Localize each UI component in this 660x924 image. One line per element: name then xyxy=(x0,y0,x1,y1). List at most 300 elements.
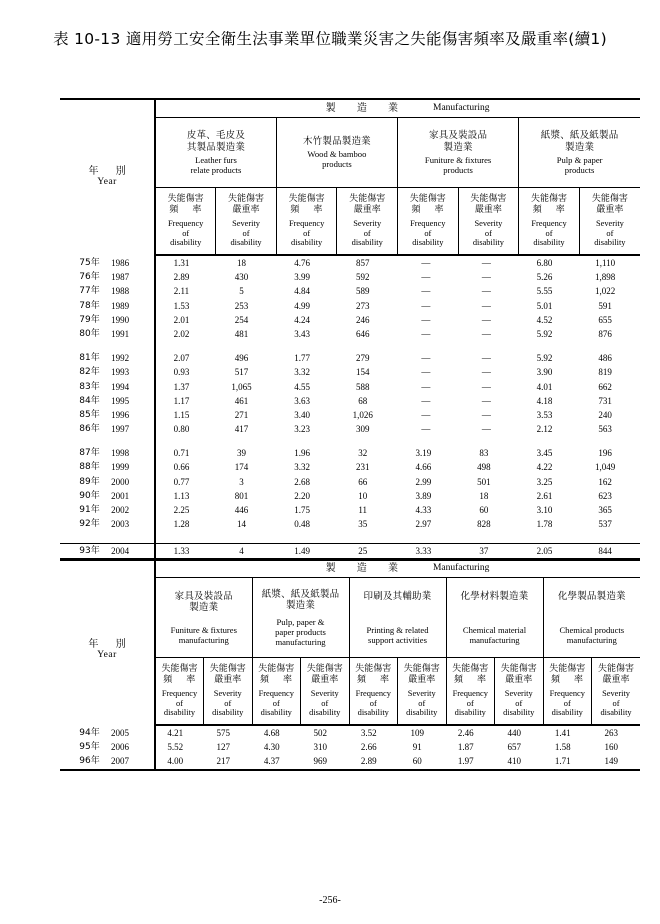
data-cell: 68 xyxy=(358,395,368,406)
measure-cjk-l1: 失能傷害 xyxy=(403,664,440,675)
measure-cjk-l2: 嚴重率 xyxy=(602,674,630,685)
data-cell: 32 xyxy=(358,448,368,459)
data-cell: 1.31 xyxy=(155,255,216,270)
data-cell: 0.93 xyxy=(155,365,216,379)
industry-header-chem-products xyxy=(543,578,640,658)
table-row xyxy=(60,754,640,769)
year-ad: 2000 xyxy=(111,476,130,487)
data-cell: 3.40 xyxy=(294,409,310,420)
data-cell: 14 xyxy=(237,519,247,530)
data-cell: 5.55 xyxy=(536,286,553,297)
data-cell: 1.13 xyxy=(155,489,216,503)
measure-cjk-l1: 失能傷害 xyxy=(355,664,392,675)
data-cell: 1,026 xyxy=(352,409,373,420)
measure-cjk-l1: 失能傷害 xyxy=(598,664,635,675)
data-cell: 2.46 xyxy=(457,728,474,739)
measure-en: Severity of disability xyxy=(503,688,535,718)
measure-cjk-l2: 頻 率 xyxy=(550,674,586,685)
data-cell: 4.84 xyxy=(294,286,310,297)
measure-sev-pulp xyxy=(579,188,640,256)
data-cell: 37 xyxy=(458,544,519,560)
data-cell: — xyxy=(421,314,431,325)
data-cell: — xyxy=(481,367,491,378)
table-row xyxy=(60,408,640,422)
measure-cjk-l1: 失能傷害 xyxy=(549,664,586,675)
data-cell: 217 xyxy=(204,754,253,769)
industry-chem-material-en: Chemical material manufacturing xyxy=(462,625,527,646)
industry-wood-en: Wood & bamboo products xyxy=(307,149,367,170)
year-ad: 2002 xyxy=(111,505,130,516)
table-row xyxy=(60,460,640,474)
data-cell: 0.80 xyxy=(155,422,216,436)
year-ad: 1994 xyxy=(111,381,130,392)
data-cell: 857 xyxy=(355,258,370,269)
industry-printing-cjk: 印刷及其輔助業 xyxy=(363,591,432,603)
industry-pulp-cjk: 紙漿、紙及紙製品 製造業 xyxy=(540,130,619,153)
data-cell: 1.87 xyxy=(457,742,474,753)
year-ad: 2001 xyxy=(111,490,130,501)
measure-cjk-l1: 失能傷害 xyxy=(452,664,489,675)
measure-freq-printing xyxy=(349,658,398,726)
data-cell: 18 xyxy=(237,258,247,269)
data-cell: 969 xyxy=(301,754,350,769)
table2-stub-label-en: Year xyxy=(97,649,117,660)
data-cell: 162 xyxy=(598,476,612,487)
data-cell: 5 xyxy=(239,286,244,297)
data-cell: 461 xyxy=(234,395,249,406)
data-cell: 2.12 xyxy=(536,424,553,435)
data-cell: 5.92 xyxy=(536,328,553,339)
measure-cjk-l1: 失能傷害 xyxy=(228,194,265,205)
measure-cjk-l2: 頻 率 xyxy=(290,204,325,215)
measure-cjk-l1: 失能傷害 xyxy=(409,194,446,205)
industry-furniture-mfg-cjk: 家具及裝設品 製造業 xyxy=(174,590,233,614)
year-roc: 86年 xyxy=(79,424,100,435)
data-cell: 1,110 xyxy=(595,258,616,269)
data-cell: 4.22 xyxy=(536,462,553,473)
data-cell: — xyxy=(481,300,491,311)
table1-banner-row xyxy=(60,99,640,118)
table-row xyxy=(60,365,640,379)
year-ad: 1989 xyxy=(111,300,130,311)
measure-sev-wood xyxy=(337,188,398,256)
data-cell: 231 xyxy=(355,462,370,473)
data-cell: 662 xyxy=(598,381,612,392)
measure-freq-pulp xyxy=(519,188,580,256)
data-cell: — xyxy=(421,328,431,339)
table2-stub-label-cjk: 年 別 xyxy=(88,638,133,650)
year-ad: 1991 xyxy=(111,328,130,339)
data-cell: 2.01 xyxy=(155,313,216,327)
measure-freq-wood xyxy=(276,188,337,256)
data-cell: 2.11 xyxy=(155,284,216,298)
data-cell: 1.17 xyxy=(155,394,216,408)
measure-sev-leather xyxy=(216,188,277,256)
data-cell: 149 xyxy=(592,754,641,769)
year-ad: 1990 xyxy=(111,314,130,325)
data-cell: 1.41 xyxy=(554,728,571,739)
data-cell: 4.01 xyxy=(536,381,553,392)
data-cell: — xyxy=(481,409,491,420)
data-cell: 563 xyxy=(598,424,612,435)
measure-sev-printing xyxy=(398,658,447,726)
data-cell: 1.71 xyxy=(543,754,592,769)
data-cell: 6.80 xyxy=(536,258,553,269)
year-roc: 85年 xyxy=(79,409,100,420)
data-cell: — xyxy=(421,395,431,406)
data-cell: 0.77 xyxy=(155,475,216,489)
table2-banner-en: Manufacturing xyxy=(432,563,490,574)
measure-cjk-l1: 失能傷害 xyxy=(209,664,246,675)
data-cell: 655 xyxy=(598,314,612,325)
data-cell: 1.33 xyxy=(155,544,216,560)
table-row xyxy=(60,740,640,754)
table1-banner-en: Manufacturing xyxy=(433,103,490,114)
data-cell: 4.24 xyxy=(294,314,310,325)
data-cell: 417 xyxy=(234,424,249,435)
data-cell: 240 xyxy=(598,409,612,420)
data-cell: 4.00 xyxy=(155,754,204,769)
measure-en: Severity of disability xyxy=(230,218,262,248)
table2-stub-header xyxy=(60,559,155,725)
industry-furniture-mfg-en: Funiture & fixtures manufacturing xyxy=(170,625,237,646)
data-cell: 1.96 xyxy=(294,448,310,459)
data-cell: 3.23 xyxy=(294,424,310,435)
data-cell: 2.07 xyxy=(155,351,216,365)
data-cell: 4.68 xyxy=(263,728,280,739)
measure-cjk-l2: 嚴重率 xyxy=(214,674,242,685)
data-cell: 410 xyxy=(495,754,544,769)
data-cell: — xyxy=(421,286,431,297)
measure-cjk-l2: 嚴重率 xyxy=(408,674,436,685)
data-cell: — xyxy=(421,272,431,283)
industry-furniture-cjk: 家具及裝設品 製造業 xyxy=(429,130,488,153)
year-roc: 80年 xyxy=(79,328,100,339)
row-group-spacer xyxy=(60,531,640,544)
data-cell: 2.89 xyxy=(155,270,216,284)
table-row xyxy=(60,327,640,341)
data-cell: 3 xyxy=(239,476,244,487)
data-cell: 486 xyxy=(598,353,612,364)
measure-en: Frequency of disability xyxy=(452,688,488,718)
data-cell: — xyxy=(481,353,491,364)
measure-en: Frequency of disability xyxy=(549,688,585,718)
measure-sev-pulp-mfg xyxy=(301,658,350,726)
data-cell: 801 xyxy=(234,490,249,501)
data-cell: 271 xyxy=(234,409,249,420)
measure-freq-chem-material xyxy=(446,658,495,726)
measure-cjk-l2: 頻 率 xyxy=(453,674,489,685)
table2-banner xyxy=(155,559,640,578)
table1-stub-label-cjk: 年 別 xyxy=(88,165,133,177)
data-cell: 4.30 xyxy=(263,742,280,753)
data-cell: 3.99 xyxy=(294,272,310,283)
year-roc: 93年 xyxy=(60,544,106,560)
data-cell: 537 xyxy=(598,519,612,530)
data-cell: 4.37 xyxy=(252,754,301,769)
table-row xyxy=(60,270,640,284)
data-cell: 591 xyxy=(598,300,612,311)
measure-en: Severity of disability xyxy=(406,688,438,718)
data-cell: 4.66 xyxy=(415,462,432,473)
industry-header-furniture xyxy=(398,118,519,188)
year-roc: 96年 xyxy=(60,754,106,769)
measure-en: Severity of disability xyxy=(212,688,244,718)
data-cell: 440 xyxy=(507,728,521,739)
data-cell: 5.26 xyxy=(536,272,553,283)
measure-en: Frequency of disability xyxy=(355,688,391,718)
measure-sev-chem-products xyxy=(592,658,641,726)
year-ad: 1998 xyxy=(111,448,130,459)
industry-leather-cjk: 皮革、毛皮及 其製品製造業 xyxy=(186,130,246,153)
table-row xyxy=(60,394,640,408)
measure-cjk-l1: 失能傷害 xyxy=(500,664,537,675)
data-cell: 2.89 xyxy=(349,754,398,769)
table-row xyxy=(60,725,640,740)
year-roc: 78年 xyxy=(79,300,100,311)
table-row xyxy=(60,446,640,460)
data-cell: — xyxy=(481,395,491,406)
data-cell: 501 xyxy=(477,476,491,487)
data-cell: 279 xyxy=(355,353,370,364)
industry-pulp-mfg-cjk: 紙漿、紙及紙製品 製造業 xyxy=(261,588,340,612)
data-cell: 3.90 xyxy=(536,367,553,378)
data-cell: 5.01 xyxy=(536,300,553,311)
measure-cjk-l2: 嚴重率 xyxy=(232,204,260,215)
data-cell: 60 xyxy=(479,505,489,516)
industry-header-leather xyxy=(155,118,276,188)
year-ad: 2006 xyxy=(111,742,129,753)
year-roc: 79年 xyxy=(79,314,100,325)
data-cell: 876 xyxy=(598,328,612,339)
measure-en: Severity of disability xyxy=(351,218,383,248)
data-cell: 10 xyxy=(358,490,368,501)
industry-pulp-mfg-en: Pulp, paper & paper products manufacturing xyxy=(275,617,326,648)
data-cell: — xyxy=(421,353,431,364)
year-roc: 81年 xyxy=(79,353,100,364)
data-cell: 1.15 xyxy=(155,408,216,422)
measure-cjk-l1: 失能傷害 xyxy=(167,194,204,205)
data-cell: 1.77 xyxy=(294,353,310,364)
table-row xyxy=(60,299,640,313)
row-group-spacer xyxy=(60,436,640,446)
data-cell: 246 xyxy=(355,314,370,325)
measure-en: Frequency of disability xyxy=(410,218,446,248)
measure-cjk-l1: 失能傷害 xyxy=(470,194,507,205)
data-cell: 3.63 xyxy=(294,395,310,406)
data-cell: 35 xyxy=(358,519,368,530)
year-ad: 2005 xyxy=(111,727,129,738)
data-cell: 1,065 xyxy=(231,381,252,392)
data-cell: 657 xyxy=(507,742,521,753)
measure-en: Frequency of disability xyxy=(258,688,294,718)
data-cell: 60 xyxy=(398,754,447,769)
data-cell: 623 xyxy=(598,490,612,501)
data-cell: 2.68 xyxy=(294,476,310,487)
data-cell: — xyxy=(421,367,431,378)
data-cell: — xyxy=(421,300,431,311)
industry-chem-products-en: Chemical products manufacturing xyxy=(559,625,625,646)
data-cell: 3.45 xyxy=(536,448,553,459)
measure-cjk-l1: 失能傷害 xyxy=(349,194,386,205)
data-cell: — xyxy=(481,424,491,435)
table-row xyxy=(60,422,640,436)
industry-furniture-en: Funiture & fixtures products xyxy=(424,154,492,175)
measure-en: Frequency of disability xyxy=(288,218,325,248)
measure-en: Severity of disability xyxy=(472,218,504,248)
measure-sev-furniture xyxy=(458,188,519,256)
data-cell: 2.05 xyxy=(519,544,580,560)
data-cell: 196 xyxy=(598,448,612,459)
year-roc: 83年 xyxy=(79,381,100,392)
data-cell: — xyxy=(421,409,431,420)
data-cell: 828 xyxy=(477,519,491,530)
data-cell: 1.37 xyxy=(155,380,216,394)
table-manufacturing-part1 xyxy=(60,98,640,561)
measure-cjk-l2: 嚴重率 xyxy=(474,204,502,215)
year-roc: 87年 xyxy=(79,448,100,459)
measure-cjk-l1: 失能傷害 xyxy=(161,664,198,675)
measure-en: Frequency of disability xyxy=(531,218,567,248)
data-cell: 2.25 xyxy=(155,503,216,517)
measure-en: Severity of disability xyxy=(309,688,341,718)
industry-leather-en: Leather furs relate products xyxy=(190,154,242,175)
page-title: 表 10-13 適用勞工安全衛生法事業單位職業災害之失能傷害頻率及嚴重率(續1) xyxy=(53,30,607,48)
data-cell: 174 xyxy=(234,462,249,473)
page-number: -256- xyxy=(319,895,341,906)
year-ad: 1996 xyxy=(111,409,130,420)
table-row xyxy=(60,351,640,365)
data-cell: 1.53 xyxy=(155,299,216,313)
table2-banner-cjk: 製 造 業 xyxy=(325,562,407,574)
data-cell: 154 xyxy=(355,367,370,378)
data-cell: 0.66 xyxy=(155,460,216,474)
measure-cjk-l2: 嚴重率 xyxy=(596,204,624,215)
table2-banner-row xyxy=(60,559,640,578)
year-roc: 94年 xyxy=(79,727,100,738)
industry-wood-cjk: 木竹製品製造業 xyxy=(302,136,371,148)
data-cell: 1.75 xyxy=(294,505,310,516)
table-row xyxy=(60,489,640,503)
measure-freq-chem-products xyxy=(543,658,592,726)
table1-banner-cjk: 製 造 業 xyxy=(325,102,408,114)
measure-sev-chem-material xyxy=(495,658,544,726)
table1-stub-label-en: Year xyxy=(97,176,117,187)
measure-cjk-l1: 失能傷害 xyxy=(591,194,628,205)
industry-header-pulp-mfg xyxy=(252,578,349,658)
data-cell: 109 xyxy=(410,728,424,739)
data-cell: 4.52 xyxy=(536,314,553,325)
data-cell: 575 xyxy=(216,728,230,739)
industry-header-chem-material xyxy=(446,578,543,658)
measure-freq-leather xyxy=(155,188,216,256)
data-cell: 3.33 xyxy=(398,544,459,560)
data-cell: — xyxy=(421,424,431,435)
data-cell: 2.02 xyxy=(155,327,216,341)
data-cell: 592 xyxy=(355,272,370,283)
year-ad: 1995 xyxy=(111,395,130,406)
data-cell: 4.33 xyxy=(415,505,432,516)
measure-en: Frequency of disability xyxy=(168,218,204,248)
data-cell: — xyxy=(421,381,431,392)
data-cell: 39 xyxy=(237,448,247,459)
year-ad: 2004 xyxy=(106,544,155,560)
data-cell: 731 xyxy=(598,395,612,406)
data-cell: — xyxy=(481,286,491,297)
data-cell: 2.61 xyxy=(536,490,553,501)
year-ad: 2003 xyxy=(111,519,130,530)
measure-sev-furniture-mfg xyxy=(204,658,253,726)
data-cell: 91 xyxy=(412,742,422,753)
table-row xyxy=(60,313,640,327)
year-roc: 77年 xyxy=(79,286,100,297)
data-cell: 25 xyxy=(337,544,398,560)
year-ad: 1987 xyxy=(111,272,130,283)
data-cell: 0.71 xyxy=(155,446,216,460)
data-cell: 3.19 xyxy=(415,448,432,459)
measure-cjk-l1: 失能傷害 xyxy=(530,194,567,205)
data-cell: 365 xyxy=(598,505,612,516)
year-ad: 1993 xyxy=(111,367,130,378)
data-cell: 83 xyxy=(479,448,489,459)
industry-chem-products-cjk: 化學製品製造業 xyxy=(557,591,626,603)
data-cell: 844 xyxy=(579,544,640,560)
data-cell: 309 xyxy=(355,424,370,435)
data-cell: 588 xyxy=(355,381,370,392)
measure-cjk-l2: 頻 率 xyxy=(259,674,295,685)
measure-cjk-l2: 頻 率 xyxy=(169,204,204,215)
year-roc: 90年 xyxy=(79,490,100,501)
measure-cjk-l1: 失能傷害 xyxy=(258,664,295,675)
data-cell: 1.78 xyxy=(536,519,553,530)
data-cell: 253 xyxy=(234,300,249,311)
data-cell: 11 xyxy=(358,505,368,516)
data-cell: 430 xyxy=(234,272,249,283)
data-cell: 66 xyxy=(358,476,368,487)
table-row xyxy=(60,517,640,531)
measure-cjk-l2: 頻 率 xyxy=(356,674,392,685)
industry-header-printing xyxy=(349,578,446,658)
data-cell: 3.32 xyxy=(294,462,310,473)
data-cell: 4.99 xyxy=(294,300,310,311)
data-cell: 2.66 xyxy=(360,742,377,753)
data-cell: — xyxy=(481,381,491,392)
data-cell: 481 xyxy=(234,328,249,339)
data-cell: 4.55 xyxy=(294,381,310,392)
table1-banner xyxy=(155,99,640,118)
data-cell: 310 xyxy=(313,742,327,753)
year-roc: 75年 xyxy=(79,257,100,268)
year-roc: 88年 xyxy=(79,462,100,473)
year-ad: 1992 xyxy=(111,353,130,364)
data-cell: 3.10 xyxy=(536,505,553,516)
data-cell: 502 xyxy=(313,728,327,739)
year-roc: 76年 xyxy=(79,272,100,283)
data-cell: 1,022 xyxy=(595,286,616,297)
year-ad: 1997 xyxy=(111,424,130,435)
data-cell: 263 xyxy=(604,728,619,739)
data-cell: 496 xyxy=(234,353,249,364)
data-cell: 2.97 xyxy=(415,519,432,530)
year-roc: 92年 xyxy=(79,519,100,530)
data-cell: 1.49 xyxy=(276,544,337,560)
table-row xyxy=(60,503,640,517)
data-cell: 2.20 xyxy=(294,490,310,501)
industry-header-wood xyxy=(276,118,397,188)
industry-header-pulp xyxy=(519,118,640,188)
table-row xyxy=(60,255,640,270)
year-ad: 1988 xyxy=(111,286,130,297)
